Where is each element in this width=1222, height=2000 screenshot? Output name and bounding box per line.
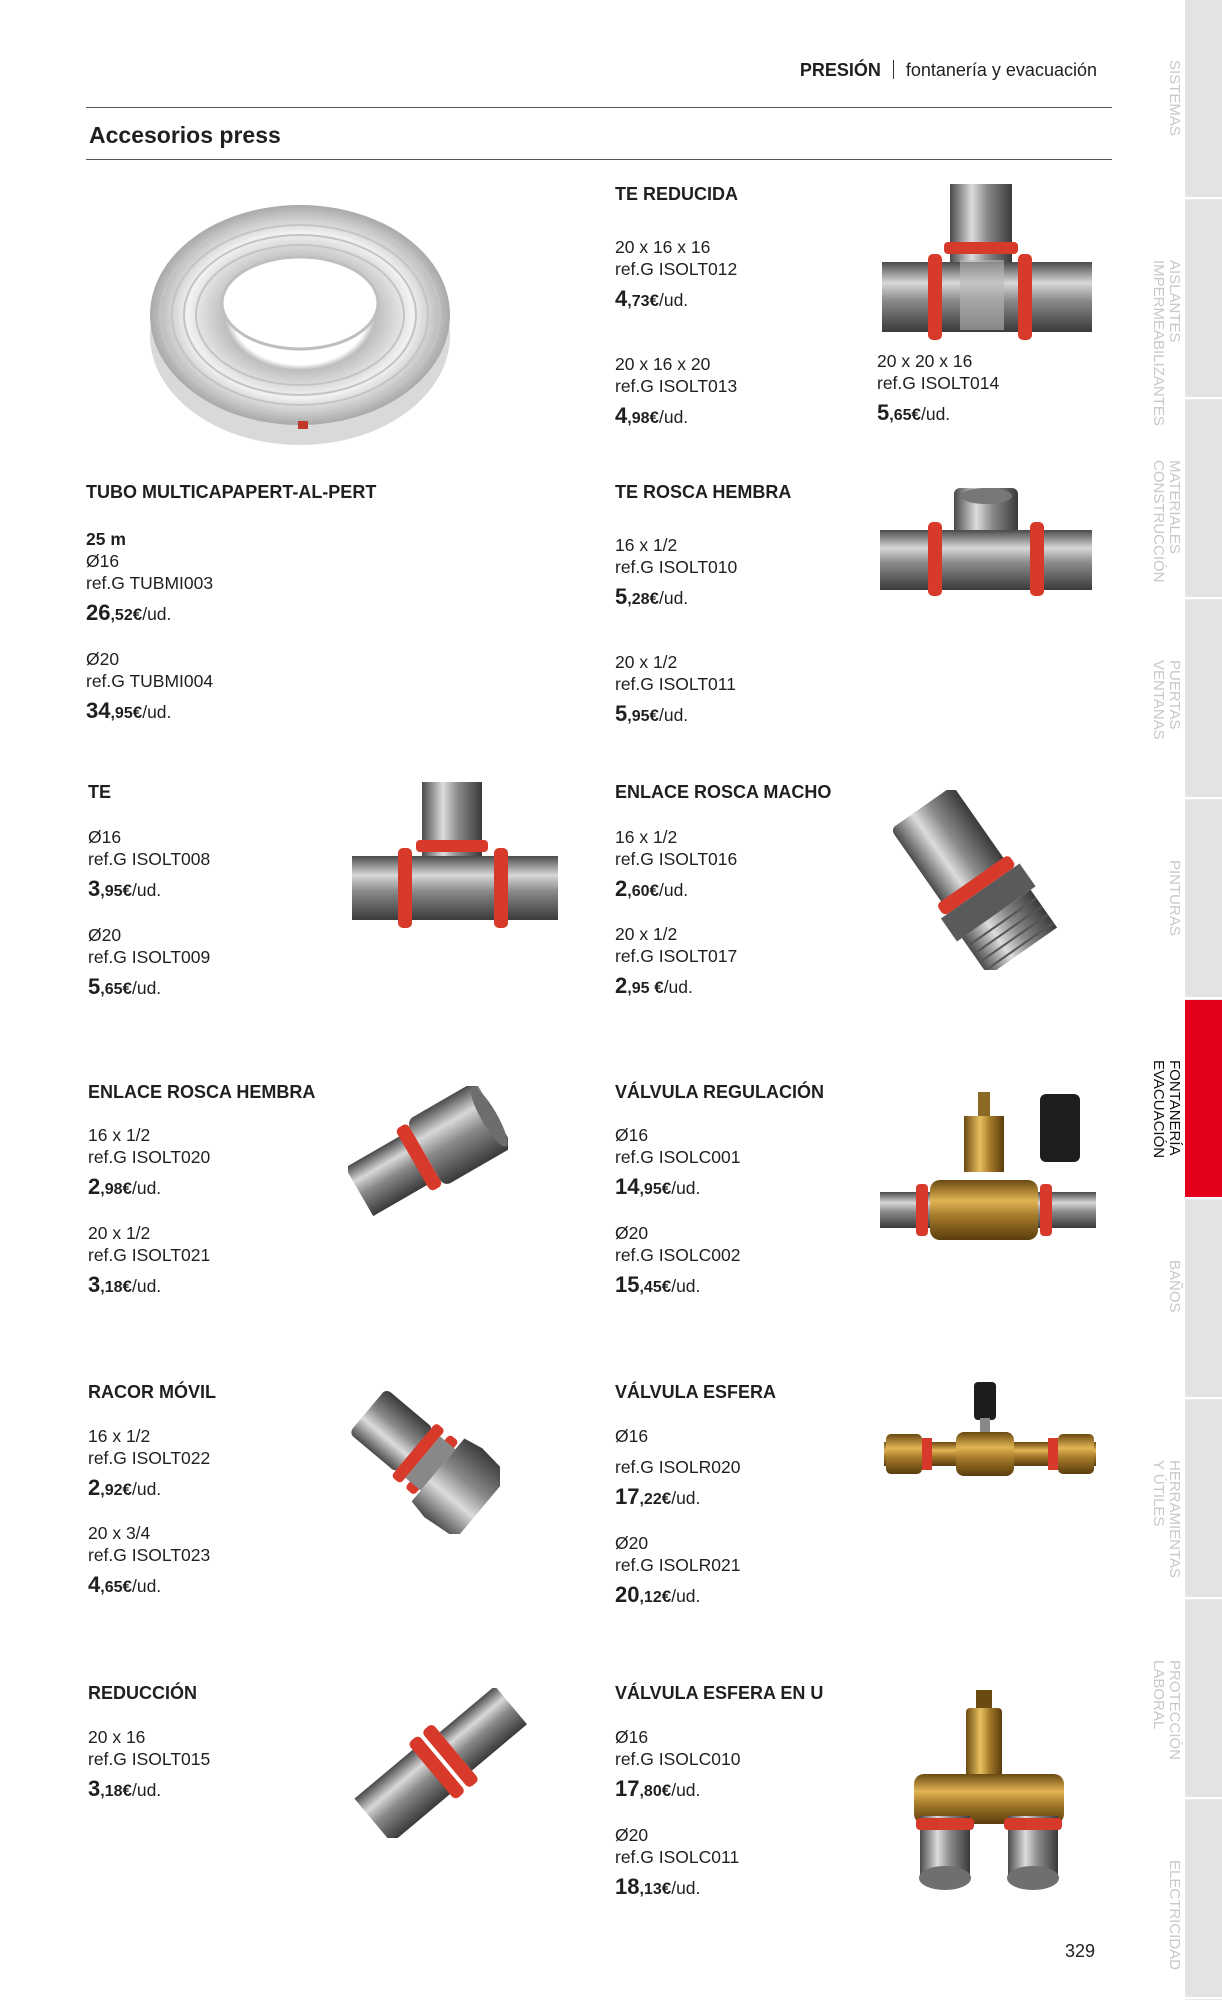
variant-size: Ø16 xyxy=(615,1426,649,1446)
header-separator xyxy=(893,60,894,79)
sidebar-tab[interactable] xyxy=(1185,1600,1222,1799)
sidebar-tab[interactable] xyxy=(1185,400,1222,599)
variant-ref: ref.G ISOLT016 xyxy=(615,849,738,869)
variant-ref: ref.G ISOLT020 xyxy=(88,1147,211,1167)
header-rule xyxy=(86,107,1112,108)
tee-fitting-image xyxy=(350,782,560,933)
variant-ref: ref.G ISOLT010 xyxy=(615,557,738,577)
variant-ref: ref.G TUBMI004 xyxy=(86,671,214,691)
variant-price: 3,95€/ud. xyxy=(88,876,162,901)
male-thread-connector-image xyxy=(885,790,1065,975)
sidebar-tab[interactable] xyxy=(1185,1000,1222,1199)
variant-ref: ref.G ISOLT023 xyxy=(88,1545,211,1565)
variant-size: Ø16 xyxy=(615,1727,649,1747)
variant-price: 5,65€/ud. xyxy=(877,400,951,425)
sidebar-tab[interactable] xyxy=(1185,1800,1222,1999)
sidebar-tab[interactable] xyxy=(1185,200,1222,399)
sidebar-tab[interactable] xyxy=(1185,1400,1222,1599)
reducer-image xyxy=(352,1688,532,1843)
sidebar-tab[interactable] xyxy=(1185,0,1222,199)
variant-isolt016 xyxy=(615,826,737,905)
variant-size: Ø16 xyxy=(86,551,120,571)
sidebar-tab-label: BAÑOS xyxy=(1166,1260,1183,1313)
variant-tubmi004 xyxy=(86,648,213,727)
variant-price: 4,73€/ud. xyxy=(615,286,689,311)
variant-isolt011 xyxy=(615,651,736,730)
variant-price: 2,98€/ud. xyxy=(88,1174,162,1199)
variant-price: 2,60€/ud. xyxy=(615,876,689,901)
female-thread-tee-image xyxy=(876,486,1096,603)
variant-price: 4,98€/ud. xyxy=(615,403,689,428)
variant-ref: ref.G ISOLT011 xyxy=(615,674,736,694)
variant-size: Ø16 xyxy=(615,1125,649,1145)
variant-size: 16 x 1/2 xyxy=(88,1426,151,1446)
variant-price: 5,28€/ud. xyxy=(615,584,689,609)
variant-price: 15,45€/ud. xyxy=(615,1272,701,1297)
variant-isolc010 xyxy=(615,1726,740,1805)
page-header xyxy=(0,60,1097,81)
variant-price: 14,95€/ud. xyxy=(615,1174,701,1199)
variant-price: 20,12€/ud. xyxy=(615,1582,701,1607)
sidebar-tab-label: SISTEMAS xyxy=(1166,60,1183,136)
product-name-enlace-rosca-macho: ENLACE ROSCA MACHO xyxy=(615,782,832,802)
variant-price: 34,95€/ud. xyxy=(86,698,172,723)
variant-price: 2,92€/ud. xyxy=(88,1475,162,1500)
variant-price: 3,18€/ud. xyxy=(88,1272,162,1297)
variant-isolt020 xyxy=(88,1124,210,1203)
product-name-enlace-rosca-hembra: ENLACE ROSCA HEMBRA xyxy=(88,1082,316,1102)
subsection-title: fontanería y evacuación xyxy=(905,60,1097,80)
variant-size: 20 x 1/2 xyxy=(615,652,678,672)
sidebar-tab-label: FONTANERÍA EVACUACIÓN xyxy=(1150,1060,1183,1159)
sidebar-tab[interactable] xyxy=(1185,600,1222,799)
product-name-valvula-esfera: VÁLVULA ESFERA xyxy=(615,1382,777,1402)
variant-ref: ref.G ISOLT017 xyxy=(615,946,738,966)
female-thread-connector-image xyxy=(348,1086,508,1221)
variant-price: 5,65€/ud. xyxy=(88,974,162,999)
variant-price: 17,80€/ud. xyxy=(615,1776,701,1801)
product-name-tubo-multicapa: TUBO MULTICAPAPERT-AL-PERT xyxy=(86,482,377,502)
variant-ref: ref.G ISOLT009 xyxy=(88,947,211,967)
variant-size: 20 x 1/2 xyxy=(615,924,678,944)
regulating-valve-image xyxy=(880,1088,1096,1253)
variant-size: Ø20 xyxy=(615,1223,649,1243)
variant-size: Ø16 xyxy=(88,827,122,847)
variant-ref: ref.G ISOLR021 xyxy=(615,1555,741,1575)
variant-price: 26,52€/ud. xyxy=(86,600,172,625)
variant-isolr020 xyxy=(615,1425,740,1513)
sidebar-tab-label: PINTURAS xyxy=(1166,860,1183,936)
variant-ref: ref.G ISOLR020 xyxy=(615,1457,741,1477)
variant-isolt021 xyxy=(88,1222,210,1301)
page-title: Accesorios press xyxy=(89,122,281,148)
variant-ref: ref.G TUBMI003 xyxy=(86,573,214,593)
variant-size: Ø20 xyxy=(88,925,122,945)
variant-isolt017 xyxy=(615,923,737,1002)
variant-size: 16 x 1/2 xyxy=(88,1125,151,1145)
ball-valve-image xyxy=(880,1380,1100,1495)
variant-ref: ref.G ISOLT022 xyxy=(88,1448,211,1468)
variant-isolt015 xyxy=(88,1726,210,1805)
variant-ref: ref.G ISOLC010 xyxy=(615,1749,741,1769)
sidebar-tab-label: PROTECCIÓN LABORAL xyxy=(1150,1660,1183,1761)
variant-size: 16 x 1/2 xyxy=(615,535,678,555)
variant-ref: ref.G ISOLT021 xyxy=(88,1245,211,1265)
variant-size: 20 x 16 x 16 xyxy=(615,237,711,257)
variant-isolt013 xyxy=(615,353,737,432)
variant-ref: ref.G ISOLC011 xyxy=(615,1847,740,1867)
variant-isolt008 xyxy=(88,826,210,905)
variant-size: 20 x 16 x 20 xyxy=(615,354,711,374)
product-name-valvula-esfera-en-u: VÁLVULA ESFERA EN U xyxy=(615,1683,824,1703)
variant-ref: ref.G ISOLT013 xyxy=(615,376,738,396)
sidebar-tab-label: MATERIALES CONSTRUCCIÓN xyxy=(1150,460,1183,583)
title-rule xyxy=(86,159,1112,160)
sidebar-tab[interactable] xyxy=(1185,1200,1222,1399)
product-name-racor-movil: RACOR MÓVIL xyxy=(88,1382,216,1402)
variant-size: 16 x 1/2 xyxy=(615,827,678,847)
variant-isolr021 xyxy=(615,1532,740,1611)
product-name-te-reducida: TE REDUCIDA xyxy=(615,184,739,204)
variant-tubmi003 xyxy=(86,528,213,629)
variant-price: 5,95€/ud. xyxy=(615,701,689,726)
variant-ref: ref.G ISOLT015 xyxy=(88,1749,211,1769)
variant-isolt023 xyxy=(88,1522,210,1601)
tee-fitting-image xyxy=(878,184,1096,349)
product-name-te: TE xyxy=(88,782,112,802)
variant-isolt014 xyxy=(877,350,999,429)
pipe-coil-image xyxy=(140,185,460,460)
variant-isolc002 xyxy=(615,1222,740,1301)
variant-length: 25 m xyxy=(86,529,126,549)
variant-isolt009 xyxy=(88,924,210,1003)
product-name-reduccion: REDUCCIÓN xyxy=(88,1683,198,1703)
variant-price: 3,18€/ud. xyxy=(88,1776,162,1801)
variant-ref: ref.G ISOLT014 xyxy=(877,373,1000,393)
variant-size: Ø20 xyxy=(615,1533,649,1553)
product-name-valvula-regulacion: VÁLVULA REGULACIÓN xyxy=(615,1082,824,1102)
variant-size: 20 x 16 xyxy=(88,1727,146,1747)
section-title: PRESIÓN xyxy=(799,60,881,80)
sidebar-tab[interactable] xyxy=(1185,800,1222,999)
variant-isolc001 xyxy=(615,1124,740,1203)
variant-isolt022 xyxy=(88,1425,210,1504)
variant-ref: ref.G ISOLT012 xyxy=(615,259,738,279)
variant-price: 4,65€/ud. xyxy=(88,1572,162,1597)
variant-size: Ø20 xyxy=(86,649,120,669)
variant-size: 20 x 3/4 xyxy=(88,1523,151,1543)
u-ball-valve-image xyxy=(874,1690,1104,1925)
product-name-te-rosca-hembra: TE ROSCA HEMBRA xyxy=(615,482,792,502)
variant-ref: ref.G ISOLT008 xyxy=(88,849,211,869)
variant-ref: ref.G ISOLC002 xyxy=(615,1245,741,1265)
variant-size: 20 x 20 x 16 xyxy=(877,351,973,371)
variant-ref: ref.G ISOLC001 xyxy=(615,1147,741,1167)
variant-isolt010 xyxy=(615,534,737,613)
variant-size: 20 x 1/2 xyxy=(88,1223,151,1243)
sidebar-tab-label: PUERTAS VENTANAS xyxy=(1150,660,1183,740)
variant-price: 2,95 €/ud. xyxy=(615,973,693,998)
variant-price: 18,13€/ud. xyxy=(615,1874,701,1899)
variant-size: Ø20 xyxy=(615,1825,649,1845)
sidebar-tab-label: AISLANTES IMPERMEABILIZANTES xyxy=(1150,260,1183,426)
variant-price: 17,22€/ud. xyxy=(615,1484,701,1509)
sidebar-tab-label: ELECTRICIDAD xyxy=(1166,1860,1183,1971)
variant-isolc011 xyxy=(615,1824,739,1903)
swivel-union-image xyxy=(350,1384,500,1539)
sidebar-tab-label: HERRAMIENTAS Y ÚTILES xyxy=(1150,1460,1183,1579)
variant-isolt012 xyxy=(615,236,737,315)
page-number: 329 xyxy=(1065,1941,1096,1961)
